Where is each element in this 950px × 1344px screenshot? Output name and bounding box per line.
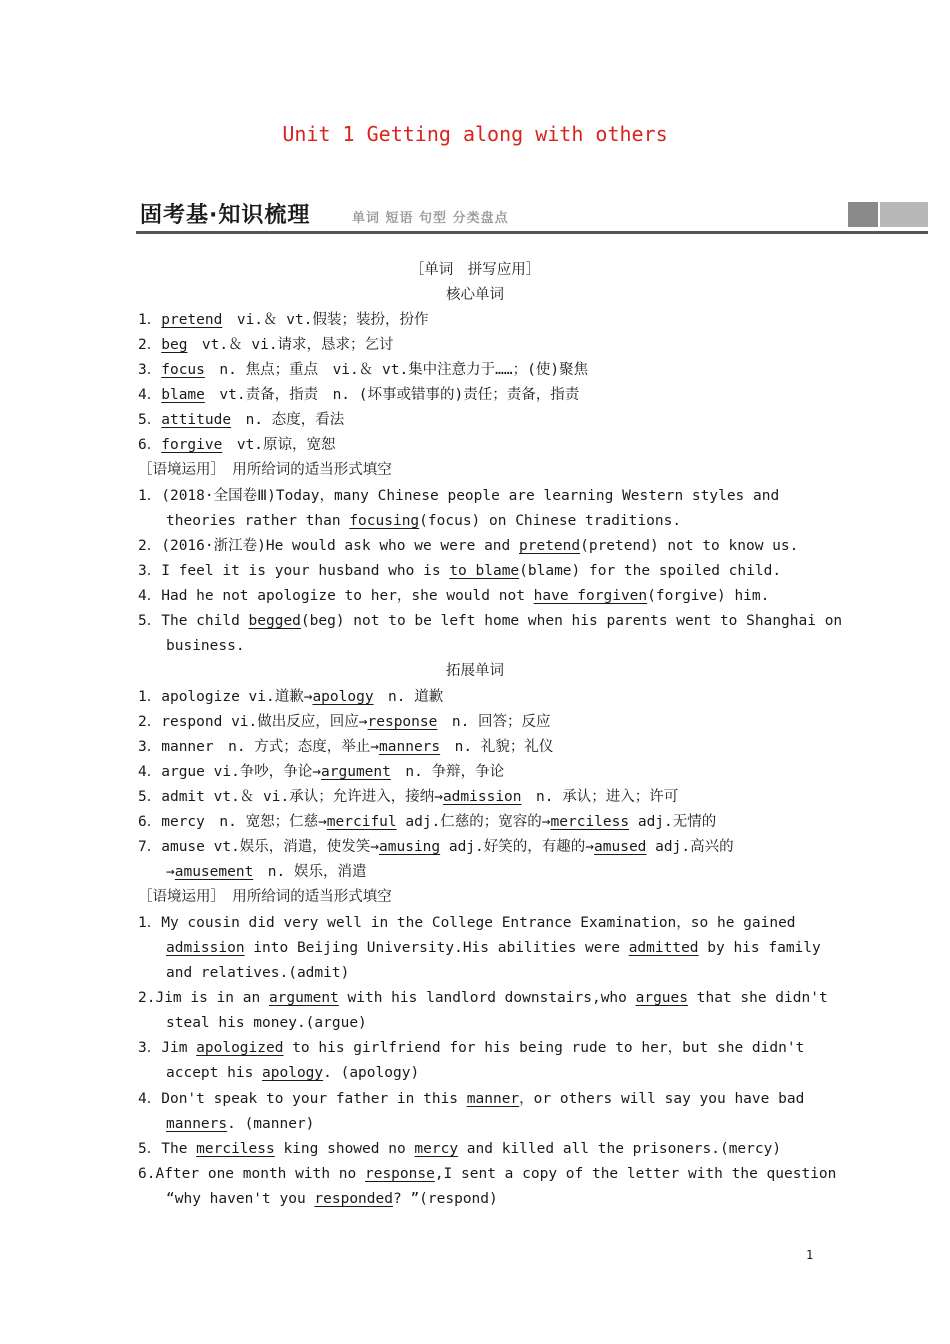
exercise-line: 4．Had he not apologize to her，she would not have forgiven(forgive) him. [138,588,770,604]
exercise-line: 4．Don't speak to your father in this manner，or others will say you have bad [138,1091,805,1107]
exercise-line: 1．(2018·全国卷Ⅲ)Today，many Chinese people are learning Western styles and [138,488,780,504]
ext-word-item: 4．argue vi.争吵，争论→argument n. 争辩，争论 [138,764,505,780]
page-title: Unit 1 Getting along with others [282,122,668,146]
banner-subtitle: 单词 短语 句型 分类盘点 [352,211,509,226]
section-header: ［单词 拼写应用］ [409,262,541,278]
banner-decoration [848,202,878,227]
ext-words-header: 拓展单词 [446,663,504,679]
ext-word-item: 5．admit vt.＆ vi.承认；允许进入，接纳→admission n. 承认；进入；许可 [138,789,679,805]
exercise-line: 3．I feel it is your husband who is to blame(blame) for the spoiled child. [138,563,782,579]
core-word-item: 2．beg vt.＆ vi.请求，恳求；乞讨 [138,337,394,353]
exercise-line: theories rather than focusing(focus) on Chinese traditions. [166,513,682,529]
ext-word-item: 7．amuse vt.娱乐，消遣，使发笑→amusing adj.好笑的，有趣的→amused adj.高兴的 [138,839,734,855]
core-word-item: 6．forgive vt.原谅，宽恕 [138,437,336,453]
exercise-line: 5．The merciless king showed no mercy and killed all the prisoners.(mercy) [138,1141,782,1157]
ext-word-item: 2．respond vi.做出反应，回应→response n. 回答；反应 [138,714,551,730]
exercise-line: 1．My cousin did very well in the College Entrance Examination，so he gained [138,915,796,931]
exercise-line: business. [166,638,245,654]
banner-title: 固考基·知识梳理 [140,203,311,228]
ext-word-item: →amusement n. 娱乐，消遣 [166,864,367,880]
exercise-line: manners. (manner) [166,1116,315,1132]
ext-word-item: 1．apologize vi.道歉→apology n. 道歉 [138,689,444,705]
banner-rule [136,231,928,234]
core-word-item: 1．pretend vi.＆ vt.假装；装扮，扮作 [138,312,429,328]
exercise-line: 6.After one month with no response,I sent a copy of the letter with the question [138,1166,837,1182]
core-word-item: 4．blame vt.责备，指责 n. (坏事或错事的)责任；责备，指责 [138,387,580,403]
core-word-item: 3．focus n. 焦点；重点 vi.＆ vt.集中注意力于……；(使)聚焦 [138,362,589,378]
context-label: ［语境运用］ 用所给词的适当形式填空 [138,462,392,478]
exercise-line: steal his money.(argue) [166,1015,367,1031]
core-word-item: 5．attitude n. 态度，看法 [138,412,345,428]
exercise-line: admission into Beijing University.His abilities were admitted by his family [166,940,821,956]
exercise-line: 2.Jim is in an argument with his landlord downstairs,who argues that she didn't [138,990,828,1006]
context-label: ［语境运用］ 用所给词的适当形式填空 [138,889,392,905]
exercise-line: 5．The child begged(beg) not to be left home when his parents went to Shanghai on [138,613,843,629]
ext-word-item: 6．mercy n. 宽恕；仁慈→merciful adj.仁慈的；宽容的→merciless adj.无情的 [138,814,717,830]
ext-word-item: 3．manner n. 方式；态度，举止→manners n. 礼貌；礼仪 [138,739,554,755]
section-banner [136,196,928,234]
exercise-line: 2．(2016·浙江卷)He would ask who we were and pretend(pretend) not to know us. [138,538,799,554]
banner-decoration [880,202,928,227]
exercise-line: accept his apology. (apology) [166,1065,420,1081]
exercise-line: 3．Jim apologized to his girlfriend for his being rude to her，but she didn't [138,1040,805,1056]
exercise-line: “why haven't you responded? ”(respond) [166,1191,498,1207]
page-number: 1 [806,1248,814,1262]
core-words-header: 核心单词 [446,287,504,303]
exercise-line: and relatives.(admit) [166,965,350,981]
